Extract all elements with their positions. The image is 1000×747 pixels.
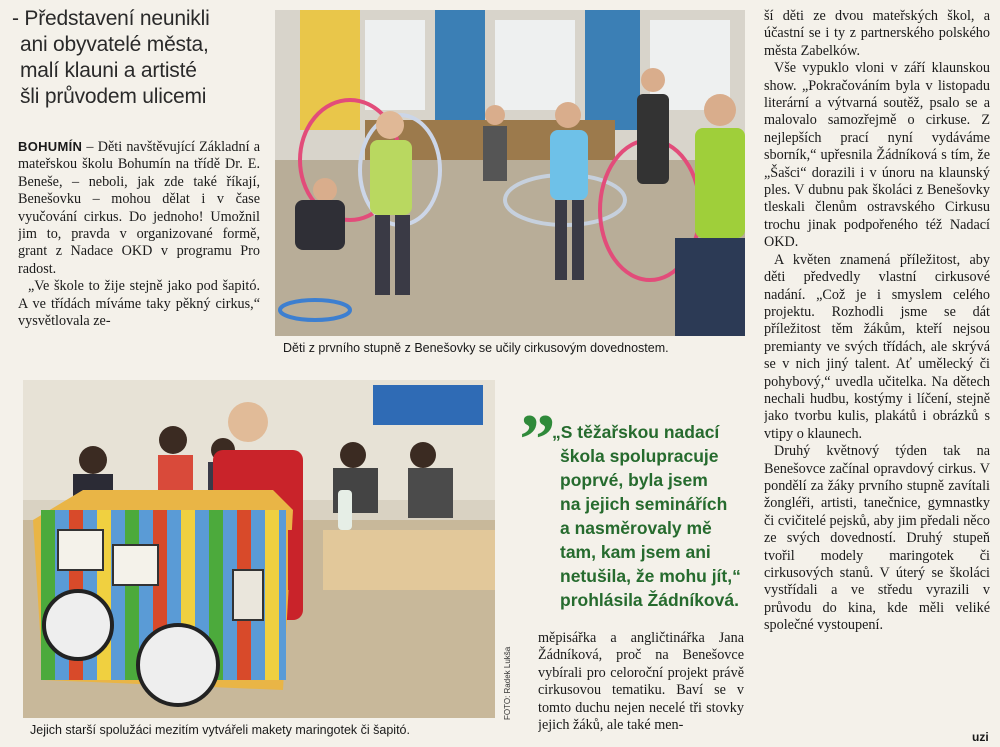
subhead-line: šli průvodem ulicemi	[20, 85, 207, 108]
photo-wagon-models	[23, 380, 495, 718]
author-signature: uzi	[972, 730, 989, 744]
article-paragraph: Vše vypuklo vloni v září klaunskou show. „Pokračováním byla v listopadu literární a výtvarná soutěž, psalo se a malovalo samozřejmě o cirkuse. Z nejlepších prací nyní vydáváme sborník,“ upřesnila Žádníková s tím, že „Šašci“ dorazili i v únoru na klaunský ples. V dubnu pak školáci z Benešovky tleskali členům ostravského Cirkusu trochu jinak podpořeného též Nadací OKD.	[764, 60, 990, 251]
subhead-line: malí klauni a artisté	[20, 59, 197, 82]
pull-quote-line: škola spolupracuje	[560, 446, 719, 466]
article-paragraph: – Děti navštěvující Základní a mateřskou školu Bohumín na třídě Dr. E. Beneše, – neboli, jak zde také říkají, Benešovku – mohou dělat i v čase vyučování cirkus. Do jednoho! Umožnil jim to, pravda v organizované formě, grant z Nadace OKD v programu Pro radost.	[18, 139, 260, 277]
photo-caption: Děti z prvního stupně z Benešovky se učily cirkusovým dovednostem.	[283, 341, 669, 355]
pull-quote-line: tam, kam jsem ani	[560, 542, 711, 562]
article-column-2	[538, 630, 744, 745]
article-paragraph: měpisářka a angličtinářka Jana Žádníková, proč na Benešovce vybírali pro celoroční projekt právě cirkusovou tematiku. Baví se v tomto duchu nejen necelé tři stovky jejich žáků, ale také men-	[538, 630, 744, 734]
photo-caption: Jejich starší spolužáci mezitím vytvářeli makety maringotek či šapitó.	[30, 723, 410, 737]
subheadline	[12, 6, 262, 110]
photo-illustration	[23, 380, 495, 718]
article-paragraph: Druhý květnový týden tak na Benešovce začínal opravdový cirkus. V pondělí za žáky prvního stupně zavítali žongléři, artisti, tanečnice, gymnastky či cvičitelé pejsků, aby jim předali něco ze svých dovedností. Druhý stupeň tvořil modely maringotek či cirkusových stanů. V úterý se školáci vystřídali a ve středu vyrazili v průvodu do kina, kde měli veliké společné vystoupení.	[764, 443, 990, 634]
article-column-3	[764, 8, 990, 733]
quote-mark: „	[520, 362, 556, 442]
pull-quote-line: netušila, že mohu jít,“	[560, 566, 741, 586]
pull-quote-line: na jejich seminářích	[560, 494, 728, 514]
pull-quote-line: prohlásila Žádníková.	[560, 590, 739, 610]
pull-quote-line: poprvé, byla jsem	[560, 470, 708, 490]
article-column-1	[18, 138, 260, 360]
subhead-line: ani obyvatelé města,	[20, 33, 209, 56]
photo-hula-hoop-children	[275, 10, 745, 336]
article-paragraph: A květen znamená příležitost, aby děti předvedly vlastní cirkusové nadání. „Což je i smyslem celého projektu. Rozhodli jsme se dát příležitost těm žákům, kteří nejsou premianty ve svých třídách, ale skrývá se v nich jiný talent. Ať umělecký či pohybový,“ uvedla učitelka. Na dětech nechali hudbu, kostýmy i líčení, stejně jako tvorbu kulis, plakátů i obrázků s vtipy o klaunech.	[764, 251, 990, 442]
dateline: BOHUMÍN	[18, 139, 83, 154]
article-paragraph: „Ve škole to žije stejně jako pod šapitó. A ve třídách míváme taky pěkný cirkus,“ vysvětlovala ze-	[18, 278, 260, 330]
subhead-line: - Představení neunikli	[12, 7, 210, 30]
pull-quote-line: „S těžařskou nadací	[552, 422, 720, 442]
pull-quote-line: a nasměrovaly mě	[560, 518, 712, 538]
article-paragraph: ší děti ze dvou mateřských škol, a účastní se i ty z partnerského polského města Zabelków.	[764, 8, 990, 59]
pull-quote	[552, 420, 760, 612]
photo-illustration	[275, 10, 745, 336]
photo-credit: FOTO: Radek Lukša	[503, 646, 512, 720]
